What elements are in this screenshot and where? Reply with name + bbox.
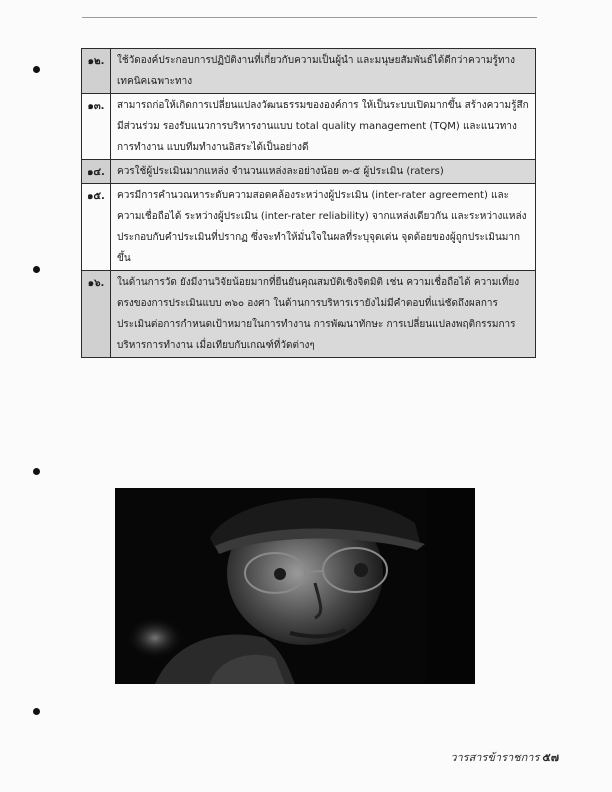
table-row [82, 271, 536, 358]
header-rule [82, 17, 537, 18]
table-row [82, 160, 536, 184]
table-row [82, 94, 536, 160]
binder-hole-3 [33, 468, 40, 475]
photo-man-in-cap [115, 488, 475, 684]
item-number: ๑๕. [82, 184, 111, 271]
footer-caption [450, 748, 559, 766]
item-number: ๑๒. [82, 49, 111, 94]
page-number: ๕๗ [542, 751, 559, 764]
binder-hole-1 [33, 66, 40, 73]
table-row [82, 49, 536, 94]
journal-name: วารสารข้าราชการ [450, 751, 540, 764]
table-row [82, 184, 536, 271]
binder-hole-2 [33, 266, 40, 273]
item-text: ใช้วัดองค์ประกอบการปฏิบัติงานที่เกี่ยวกับความเป็นผู้นำ และมนุษยสัมพันธ์ได้ดีกว่าความรู้ทางเทคนิคเฉพาะทาง [111, 49, 536, 94]
item-text: ควรมีการคำนวณหาระดับความสอดคล้องระหว่างผู้ประเมิน (inter-rater agreement) และความเชื่อถือได้ ระหว่างผู้ประเมิน (inter-rater reliability) จากแหล่งเดียวกัน และระหว่างแหล่ง ประกอบกับคำประเมินที่ปรากฏ ซึ่งจะทำให้มั่นใจในผลที่ระบุจุดเด่น จุดด้อยของผู้ถูกประเมินมากขึ้น [111, 184, 536, 271]
binder-hole-4 [33, 708, 40, 715]
item-number: ๑๓. [82, 94, 111, 160]
item-text: ควรใช้ผู้ประเมินมากแหล่ง จำนวนแหล่งละอย่างน้อย ๓-๕ ผู้ประเมิน (raters) [111, 160, 536, 184]
item-text: สามารถก่อให้เกิดการเปลี่ยนแปลงวัฒนธรรมขององค์การ ให้เป็นระบบเปิดมากขึ้น สร้างความรู้สึกมีส่วนร่วม รองรับแนวการบริหารงานแบบ total quality management (TQM) และแนวทางการทำงาน แบบทีมทำงานอิสระได้เป็นอย่างดี [111, 94, 536, 160]
photo-image [115, 488, 475, 684]
items-table [81, 48, 536, 358]
item-number: ๑๔. [82, 160, 111, 184]
item-number: ๑๖. [82, 271, 111, 358]
item-text: ในด้านการวัด ยังมีงานวิจัยน้อยมากที่ยืนยันคุณสมบัติเชิงจิตมิติ เช่น ความเชื่อถือได้ ความเที่ยงตรงของการประเมินแบบ ๓๖๐ องศา ในด้านการบริหารเรายังไม่มีคำตอบที่แน่ชัดถึงผลการประเมินต่อการกำหนดเป้าหมายในการทำงาน การพัฒนาทักษะ การเปลี่ยนแปลงพฤติกรรมการบริหารการทำงาน เมื่อเทียบกับเกณฑ์ที่วัดต่างๆ [111, 271, 536, 358]
